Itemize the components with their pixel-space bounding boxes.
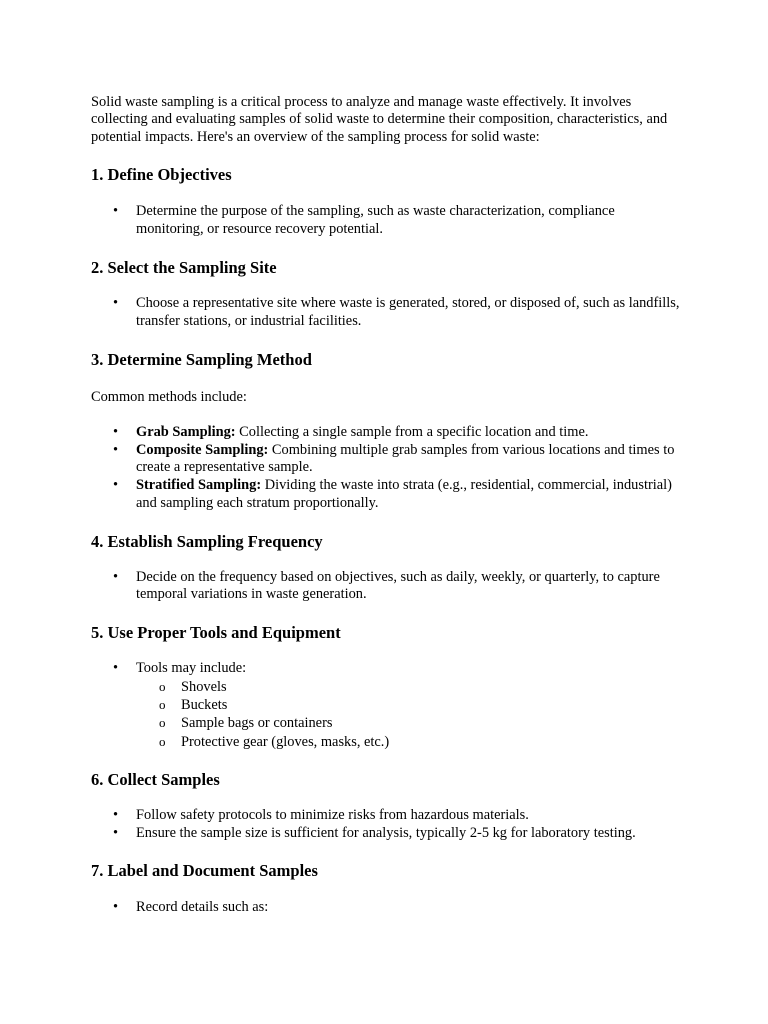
heading-collect-samples: 6. Collect Samples bbox=[91, 769, 220, 789]
list-item-grab-sampling bbox=[91, 424, 681, 442]
heading-label-document: 7. Label and Document Samples bbox=[91, 861, 318, 881]
heading-tools-equipment: 5. Use Proper Tools and Equipment bbox=[91, 622, 341, 642]
list-item: • Determine the purpose of the sampling, such as waste characterization, compliance monitoring, or resource recovery potential. bbox=[91, 203, 681, 238]
list-sampling-methods bbox=[91, 424, 681, 513]
methods-lead: Common methods include: bbox=[91, 388, 247, 405]
sublist-item: o Protective gear (gloves, masks, etc.) bbox=[136, 733, 681, 751]
heading-select-site: 2. Select the Sampling Site bbox=[91, 258, 277, 278]
heading-sampling-frequency: 4. Establish Sampling Frequency bbox=[91, 531, 323, 551]
list-sampling-frequency bbox=[91, 569, 681, 604]
list-tools-equipment bbox=[91, 660, 681, 751]
heading-define-objectives: 1. Define Objectives bbox=[91, 164, 232, 184]
desc-composite-sampling: Combining multiple grab samples from various locations and times to create a representative sample. bbox=[136, 441, 675, 476]
list-item-stratified-sampling bbox=[91, 477, 681, 512]
list-item: • Ensure the sample size is sufficient for analysis, typically 2-5 kg for laboratory testing. bbox=[91, 825, 681, 843]
list-select-site bbox=[91, 295, 681, 330]
term-grab-sampling: Grab Sampling: bbox=[136, 424, 236, 440]
list-item: • Record details such as: bbox=[91, 899, 681, 917]
list-item: • Decide on the frequency based on objectives, such as daily, weekly, or quarterly, to capture temporal variations in waste generation. bbox=[91, 569, 681, 604]
desc-stratified-sampling: Dividing the waste into strata (e.g., residential, commercial, industrial) and sampling each stratum proportionally. bbox=[136, 477, 672, 511]
list-item-tools bbox=[91, 660, 681, 751]
list-item: • Follow safety protocols to minimize risks from hazardous materials. bbox=[91, 807, 681, 825]
sublist-item: o Sample bags or containers bbox=[136, 714, 681, 732]
heading-sampling-method: 3. Determine Sampling Method bbox=[91, 349, 312, 369]
list-label-document bbox=[91, 899, 681, 917]
sublist-item: o Shovels bbox=[136, 678, 681, 696]
list-define-objectives bbox=[91, 203, 681, 238]
document-page bbox=[91, 94, 681, 917]
list-item-composite-sampling bbox=[91, 442, 681, 477]
list-collect-samples bbox=[91, 807, 681, 842]
intro-paragraph: Solid waste sampling is a critical process to analyze and manage waste effectively. It involves collecting and evaluating samples of solid waste to determine their composition, characteristics, and potential impacts. Here's an overview of the sampling process for solid waste: bbox=[91, 94, 668, 145]
term-stratified-sampling: Stratified Sampling: bbox=[136, 477, 262, 494]
sublist-item: o Buckets bbox=[136, 696, 681, 714]
sublist-tools bbox=[136, 678, 681, 751]
term-composite-sampling: Composite Sampling: bbox=[136, 441, 269, 458]
list-item: • Choose a representative site where waste is generated, stored, or disposed of, such as landfills, transfer stations, or industrial facilities. bbox=[91, 295, 681, 330]
desc-grab-sampling: Collecting a single sample from a specific location and time. bbox=[235, 424, 589, 440]
tools-lead: Tools may include: bbox=[136, 659, 247, 676]
